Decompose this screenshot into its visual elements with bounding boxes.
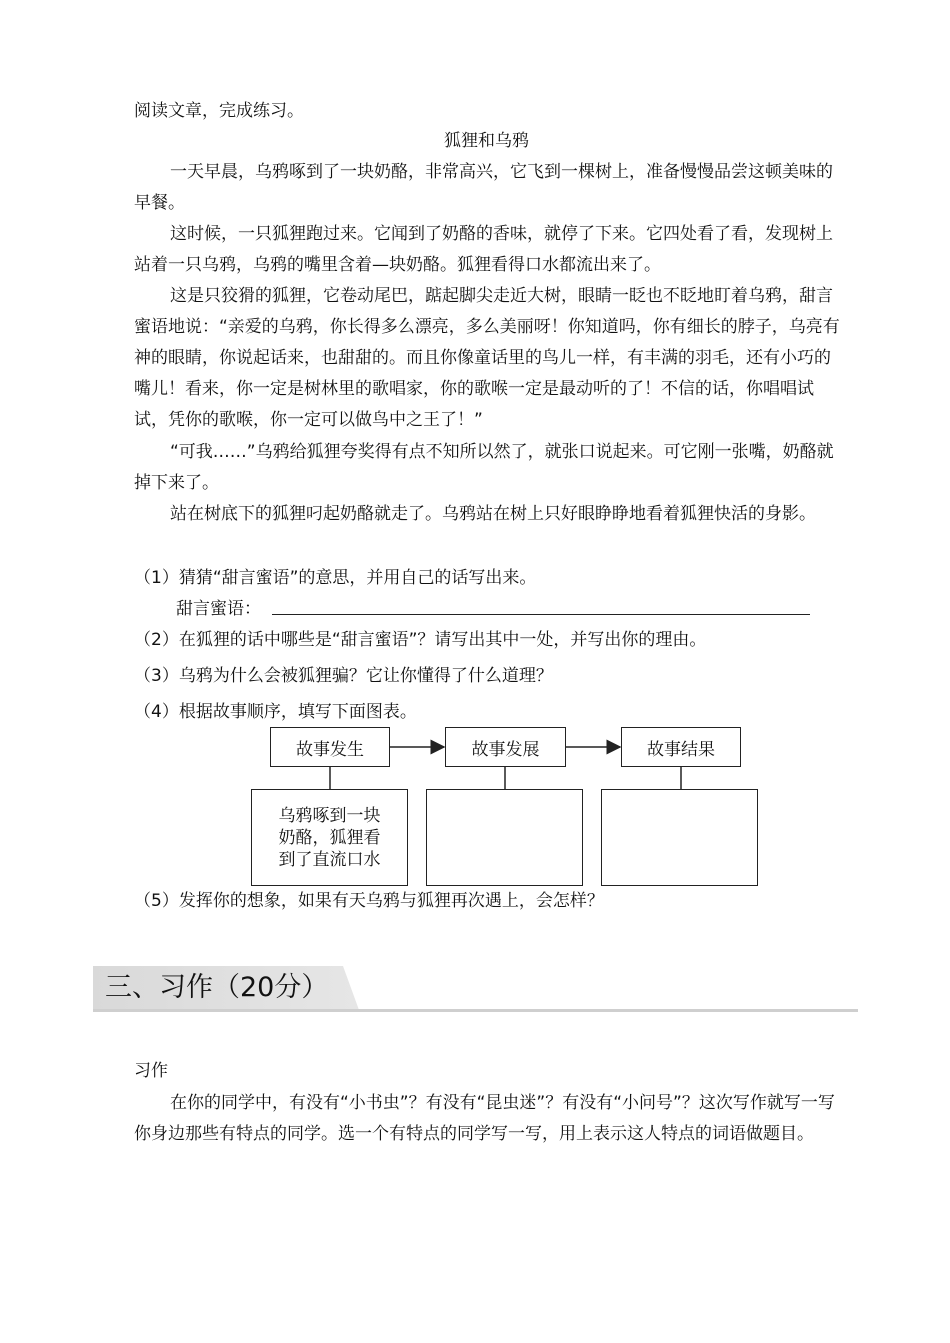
writing-prompt: 在你的同学中，有没有“小书虫”？有没有“昆虫迷”？有没有“小问号”？这次写作就写一写你身边那些有特点的同学。选一个有特点的同学写一写，用上表示这人特点的词语做题目。 (134, 1093, 835, 1144)
instruction: 阅读文章，完成练习。 (134, 101, 304, 121)
paragraph-5: 站在树底下的狐狸叼起奶酪就走了。乌鸦站在树上只好眼睁睁地看着狐狸快活的身影。 (170, 504, 816, 524)
header-development: 故事发展 (445, 727, 566, 767)
cell-result-input[interactable] (601, 789, 758, 886)
question-2: （2）在狐狸的话中哪些是“甜言蜜语”？请写出其中一处，并写出你的理由。 (134, 630, 707, 650)
question-3: （3）乌鸦为什么会被狐狸骗？它让你懂得了什么道理？ (134, 666, 553, 686)
cell-occurrence (251, 789, 408, 886)
passage-title: 狐狸和乌鸦 (444, 131, 529, 151)
cell-development-input[interactable] (426, 789, 583, 886)
question-5: （5）发挥你的想象，如果有天乌鸦与狐狸再次遇上，会怎样？ (134, 891, 604, 911)
question-1-label: 甜言蜜语： (176, 599, 261, 619)
section-divider (93, 1009, 858, 1012)
header-occurrence: 故事发生 (270, 727, 390, 767)
header-result: 故事结果 (621, 727, 741, 767)
section-title: 三、习作（20分） (105, 972, 329, 1003)
writing-subtitle: 习作 (134, 1061, 168, 1081)
paragraph-1: 一天早晨，乌鸦啄到了一块奶酪，非常高兴，它飞到一棵树上，准备慢慢品尝这顿美味的早餐。 (134, 162, 833, 213)
question-4: （4）根据故事顺序，填写下面图表。 (134, 702, 417, 722)
cell-line: 乌鸦啄到一块 (278, 806, 381, 826)
cell-line: 到了直流口水 (278, 850, 381, 870)
cell-line: 奶酪，狐狸看 (278, 828, 381, 848)
paragraph-2: 这时候，一只狐狸跑过来。它闻到了奶酪的香味，就停了下来。它四处看了看，发现树上站着一只乌鸦，乌鸦的嘴里含着—块奶酪。狐狸看得口水都流出来了。 (134, 224, 833, 275)
paragraph-4: “可我……”乌鸦给狐狸夸奖得有点不知所以然了，就张口说起来。可它刚一张嘴，奶酪就掉下来了。 (134, 442, 834, 493)
paragraph-3: 这是只狡猾的狐狸，它卷动尾巴，踮起脚尖走近大树，眼睛一眨也不眨地盯着乌鸦，甜言蜜语地说：“亲爱的乌鸦，你长得多么漂亮，多么美丽呀！你知道吗，你有细长的脖子，乌亮有神的眼睛，你说起话来，也甜甜的。而且你像童话里的鸟儿一样，有丰满的羽毛，还有小巧的嘴儿！看来，你一定是树林里的歌唱家，你的歌喉一定是最动听的了！不信的话，你唱唱试试，凭你的歌喉，你一定可以做鸟中之王了！” (134, 286, 840, 430)
question-1: （1）猜猜“甜言蜜语”的意思，并用自己的话写出来。 (134, 568, 537, 588)
